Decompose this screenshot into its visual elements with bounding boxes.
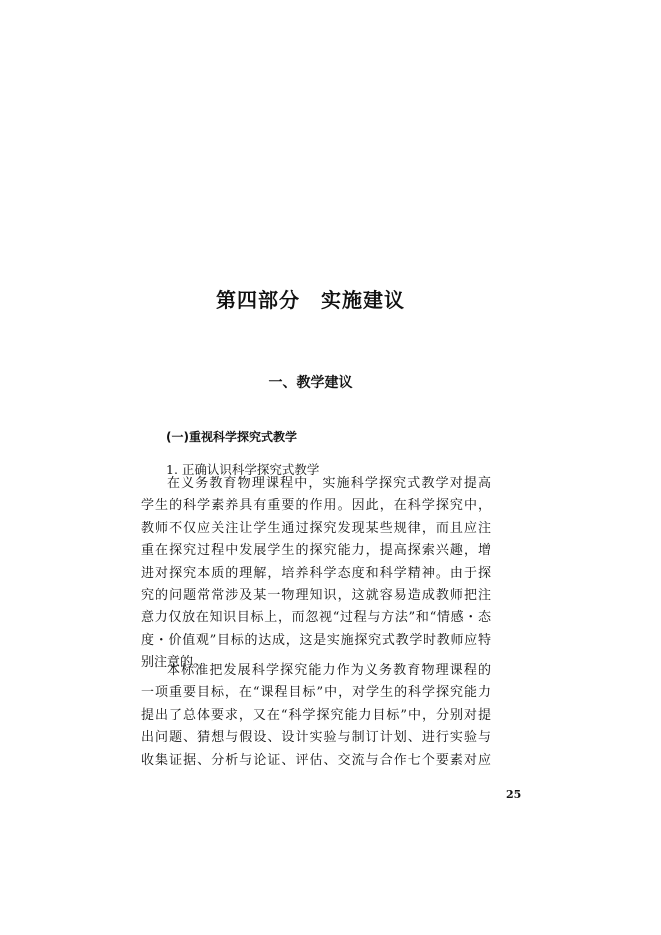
paragraph-line: 出问题、猜想与假设、设计实验与制订计划、进行实验与 <box>141 730 491 746</box>
paragraph-line: 重在探究过程中发展学生的探究能力，提高探索兴趣，增 <box>141 543 491 559</box>
sub-heading: (一)重视科学探究式教学 <box>166 430 297 444</box>
page-number: 25 <box>506 788 522 801</box>
paragraph-1 <box>141 473 491 675</box>
paragraph-line: 进对探究本质的理解，培养科学态度和科学精神。由于探 <box>141 565 491 581</box>
paragraph-line: 提出了总体要求，又在“科学探究能力目标”中，分别对提 <box>141 707 491 723</box>
paragraph-line: 别注意的。 <box>141 655 207 671</box>
paragraph-line: 本标准把发展科学探究能力作为义务教育物理课程的 <box>167 663 491 678</box>
paragraph-line: 收集证据、分析与论证、评估、交流与合作七个要素对应 <box>141 752 491 768</box>
section-title: 一、教学建议 <box>268 375 353 391</box>
item-heading: 1. 正确认识科学探究式教学 <box>166 462 320 477</box>
paragraph-line: 意力仅放在知识目标上，而忽视“过程与方法”和“情感・态 <box>141 610 491 626</box>
paragraph-line: 教师不仅应关注让学生通过探究发现某些规律，而且应注 <box>141 520 491 536</box>
paragraph-2 <box>141 660 491 772</box>
part-title: 第四部分 实施建议 <box>216 288 405 312</box>
paragraph-line: 究的问题常常涉及某一物理知识，这就容易造成教师把注 <box>141 587 491 603</box>
paragraph-line: 一项重要目标，在“课程目标”中，对学生的科学探究能力 <box>141 685 491 701</box>
paragraph-line: 学生的科学素养具有重要的作用。因此，在科学探究中， <box>141 498 491 514</box>
paragraph-line: 度・价值观”目标的达成，这是实施探究式教学时教师应特 <box>141 632 491 648</box>
paragraph-line: 在义务教育物理课程中，实施科学探究式教学对提高 <box>167 476 491 491</box>
